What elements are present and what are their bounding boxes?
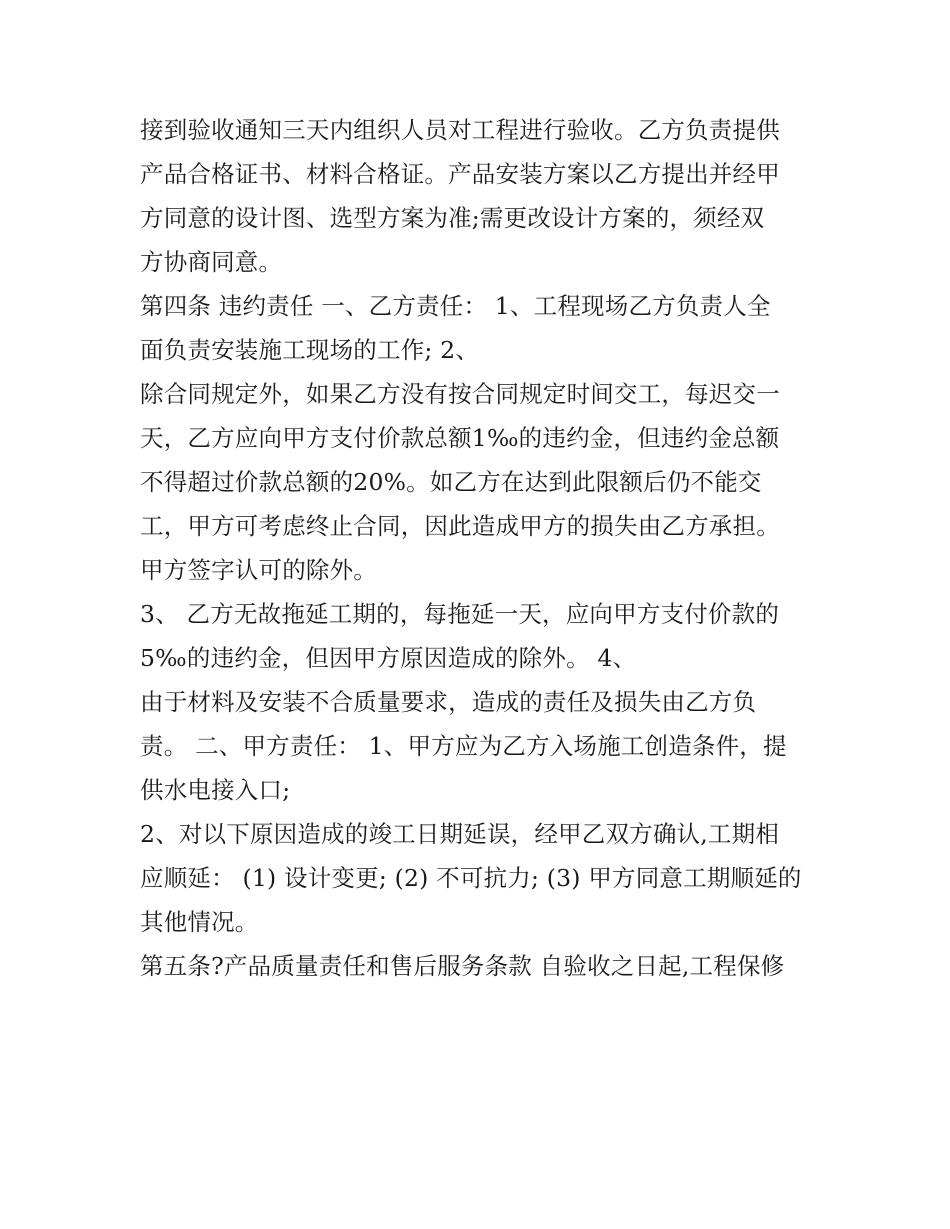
text-line: 不得超过价款总额的20%。如乙方在达到此限额后仍不能交 [140,468,762,496]
text-line: 甲方签字认可的除外。 [140,556,377,584]
text-line: 产品合格证书、材料合格证。产品安装方案以乙方提出并经甲 [140,160,780,188]
text-line: 第四条 违约责任 一、乙方责任： 1、工程现场乙方负责人全 [140,292,771,320]
text-line: 方协商同意。 [140,248,283,276]
text-line: 接到验收通知三天内组织人员对工程进行验收。乙方负责提供 [140,116,780,144]
text-line: 其他情况。 [140,908,259,936]
text-line: 第五条?产品质量责任和售后服务条款 自验收之日起,工程保修 [140,952,785,980]
text-line: 除合同规定外，如果乙方没有按合同规定时间交工，每迟交一 [140,380,780,408]
text-line: 天，乙方应向甲方支付价款总额1‰的违约金，但违约金总额 [140,424,780,452]
text-line: 2、对以下原因造成的竣工日期延误，经甲乙双方确认,工期相 [140,820,780,848]
text-line: 责。 二、甲方责任： 1、甲方应为乙方入场施工创造条件，提 [140,732,787,760]
text-line: 供水电接入口; [140,776,291,804]
text-line: 应顺延： (1) 设计变更; (2) 不可抗力; (3) 甲方同意工期顺延的 [140,864,802,892]
text-line: 由于材料及安装不合质量要求，造成的责任及损失由乙方负 [140,688,757,716]
text-line: 工，甲方可考虑终止合同，因此造成甲方的损失由乙方承担。 [140,512,780,540]
text-line: 方同意的设计图、选型方案为准;需更改设计方案的，须经双 [140,204,765,232]
text-line: 5‰的违约金，但因甲方原因造成的除外。 4、 [140,644,637,672]
contract-text [140,108,830,988]
text-line: 3、 乙方无故拖延工期的，每拖延一天，应向甲方支付价款的 [140,600,780,628]
text-line: 面负责安装施工现场的工作; 2、 [140,336,480,364]
